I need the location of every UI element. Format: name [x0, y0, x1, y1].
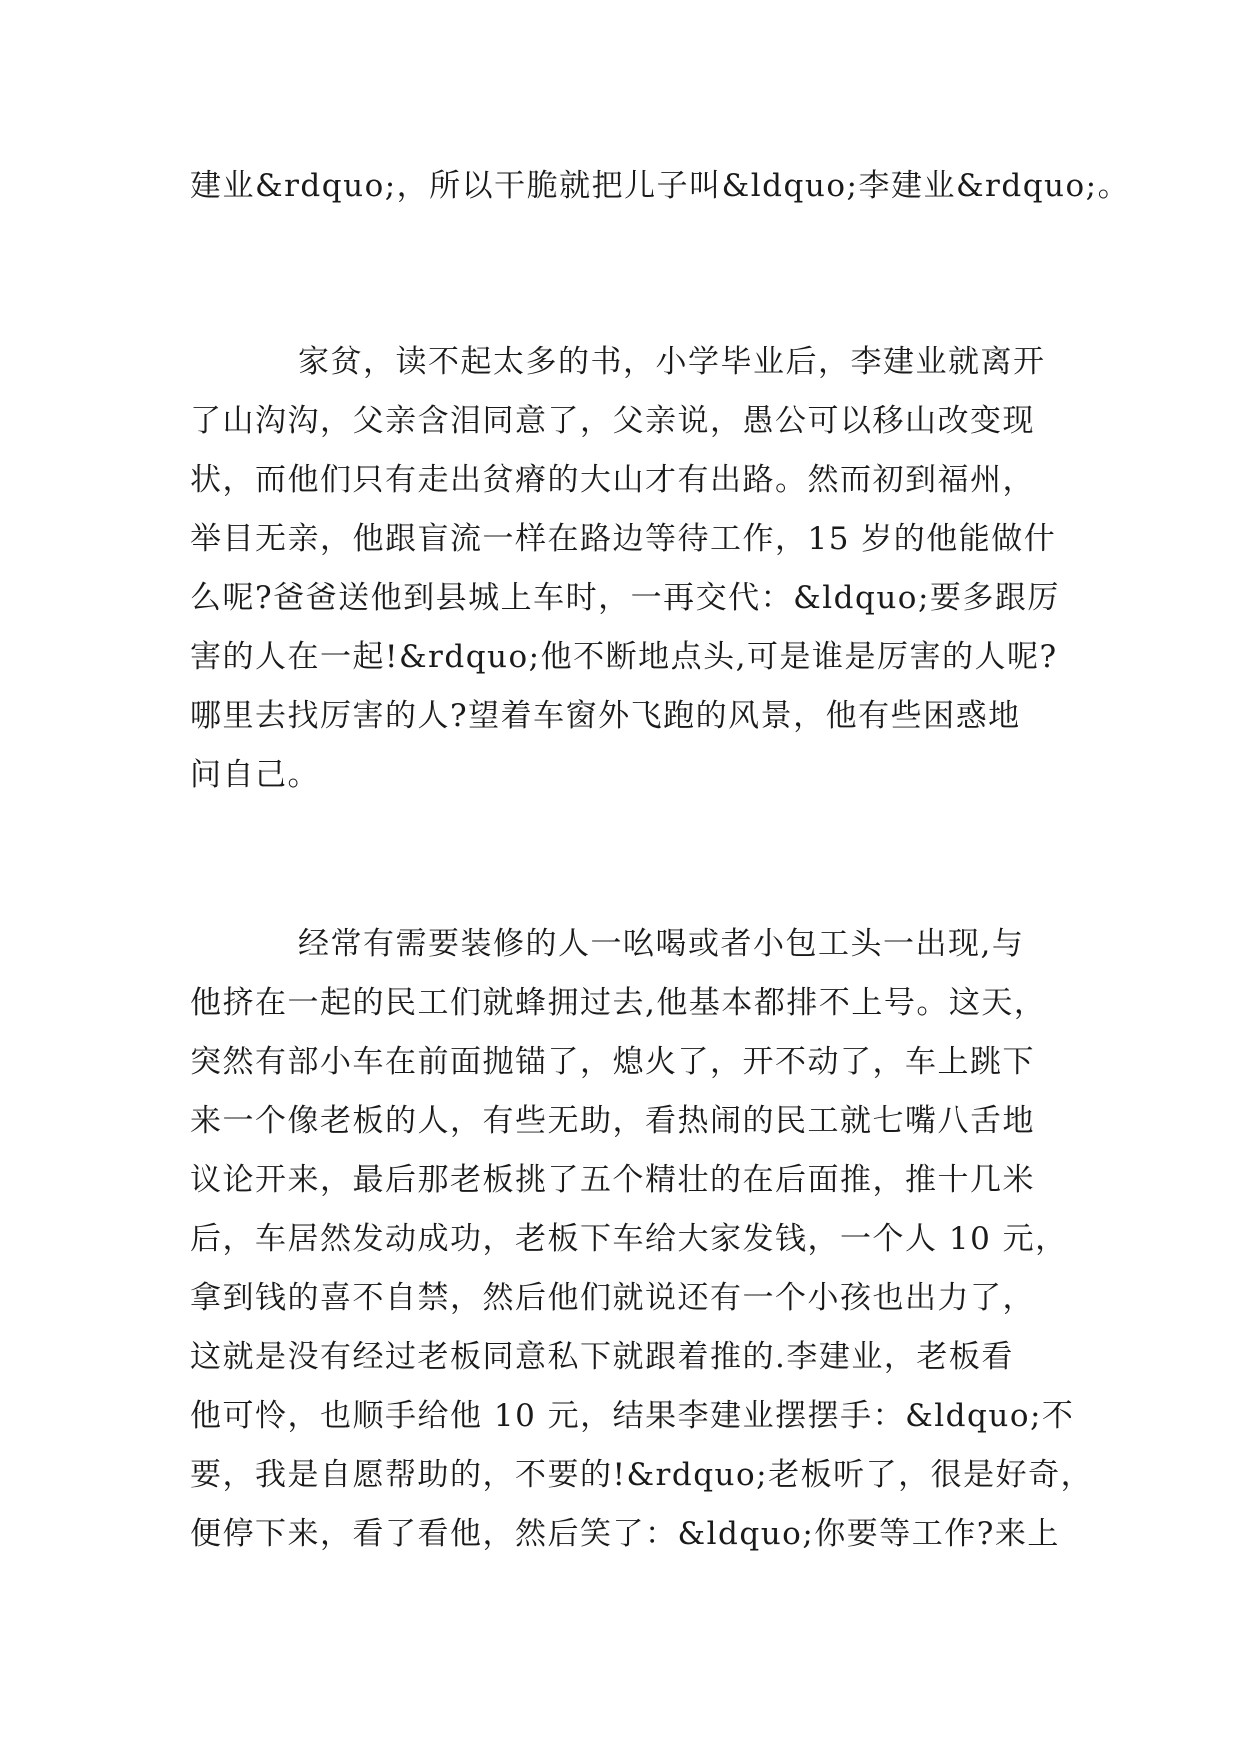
text-line: 家贫，读不起太多的书，小学毕业后，李建业就离开 [298, 344, 1046, 380]
text-line: 害的人在一起!&rdquo;他不断地点头,可是谁是厉害的人呢? [190, 639, 1058, 675]
text-line: 来一个像老板的人，有些无助，看热闹的民工就七嘴八舌地 [190, 1103, 1035, 1139]
text-line: 哪里去找厉害的人?望着车窗外飞跑的风景，他有些困惑地 [190, 698, 1021, 734]
text-line: 他挤在一起的民工们就蜂拥过去,他基本都排不上号。这天， [190, 985, 1047, 1021]
text-line: 要，我是自愿帮助的，不要的!&rdquo;老板听了，很是好奇， [190, 1457, 1094, 1493]
text-line: 突然有部小车在前面抛锚了，熄火了，开不动了，车上跳下 [190, 1044, 1035, 1080]
text-line: 便停下来，看了看他，然后笑了：&ldquo;你要等工作?来上 [190, 1516, 1060, 1552]
text-line: 了山沟沟，父亲含泪同意了，父亲说，愚公可以移山改变现 [190, 403, 1035, 439]
text-line: 经常有需要装修的人一吆喝或者小包工头一出现,与 [298, 926, 1025, 962]
text-line: 后，车居然发动成功，老板下车给大家发钱，一个人 10 元， [190, 1221, 1068, 1257]
text-line: 议论开来，最后那老板挑了五个精壮的在后面推，推十几米 [190, 1162, 1035, 1198]
paragraph-3 [190, 915, 1094, 1564]
text-line: 这就是没有经过老板同意私下就跟着推的.李建业，老板看 [190, 1339, 1014, 1375]
text-line: 建业&rdquo;，所以干脆就把儿子叫&ldquo;李建业&rdquo;。 [190, 168, 1131, 204]
text-line: 拿到钱的喜不自禁，然后他们就说还有一个小孩也出力了， [190, 1280, 1035, 1316]
text-line: 状，而他们只有走出贫瘠的大山才有出路。然而初到福州， [190, 462, 1035, 498]
text-line: 举目无亲，他跟盲流一样在路边等待工作，15 岁的他能做什 [190, 521, 1057, 557]
text-line: 他可怜，也顺手给他 10 元，结果李建业摆摆手：&ldquo;不 [190, 1398, 1075, 1434]
text-line: 问自己。 [190, 757, 320, 793]
paragraph-1 [190, 157, 1131, 216]
text-line: 么呢?爸爸送他到县城上车时，一再交代：&ldquo;要多跟厉 [190, 580, 1060, 616]
paragraph-2 [190, 333, 1070, 805]
